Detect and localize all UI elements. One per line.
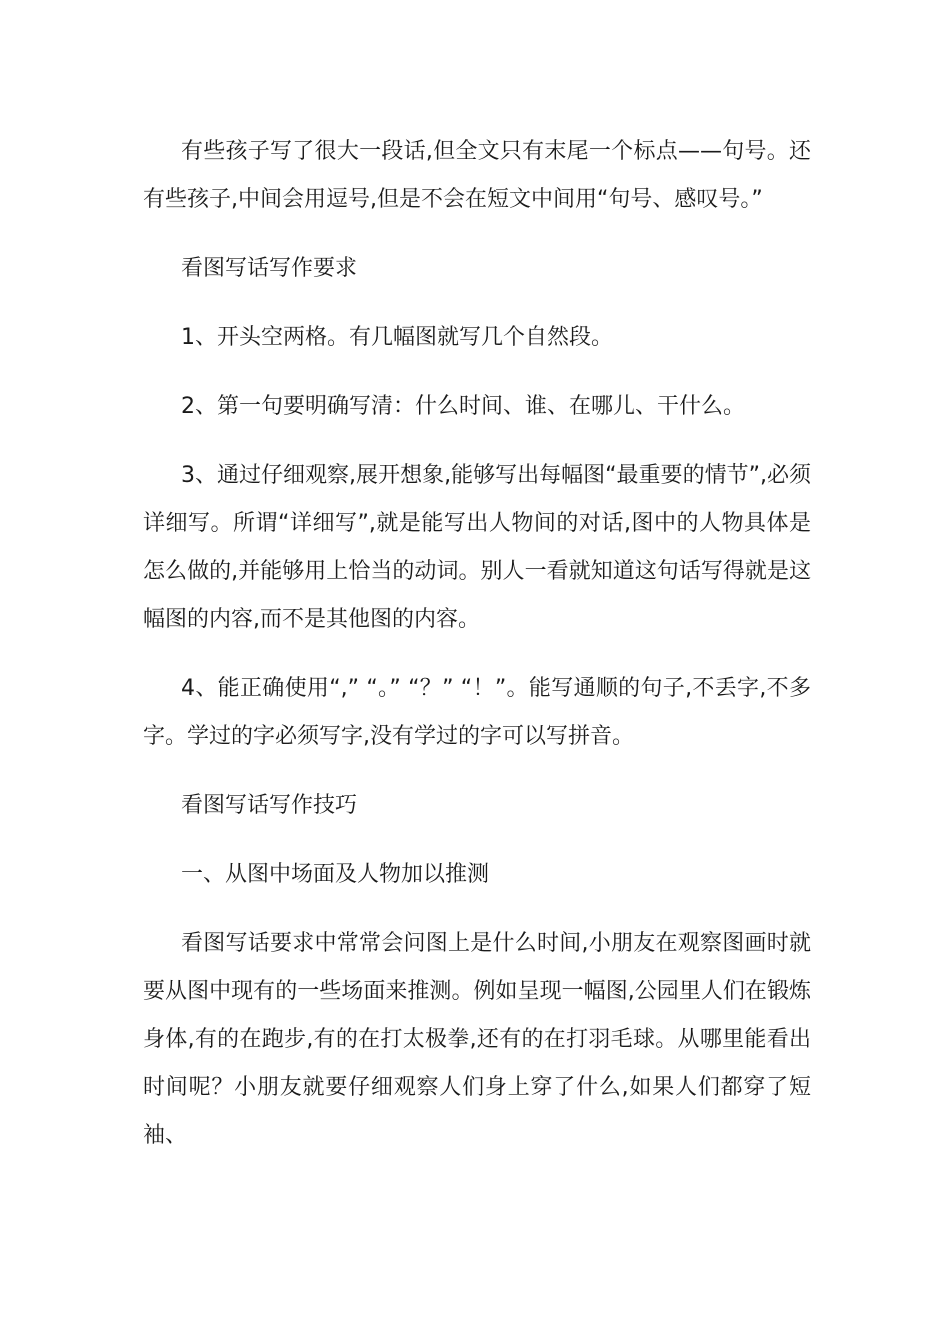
tip-1-heading: 一、从图中场面及人物加以推测	[181, 862, 490, 887]
requirement-1: 1、开头空两格。有几幅图就写几个自然段。	[181, 325, 613, 350]
requirement-2: 2、第一句要明确写清：什么时间、谁、在哪儿、干什么。	[181, 394, 745, 419]
requirement-4: 4、能正确使用“,” “。” “？” “！”。能写通顺的句子,不丢字,不多字。学过的字必须写字,没有学过的字可以写拼音。	[143, 676, 811, 749]
document-body	[143, 128, 811, 1181]
paragraph-punctuation-issue: 有些孩子写了很大一段话,但全文只有末尾一个标点——句号。还有些孩子,中间会用逗号,但是不会在短文中间用“句号、感叹号。”	[143, 139, 811, 212]
requirement-3: 3、通过仔细观察,展开想象,能够写出每幅图“最重要的情节”,必须详细写。所谓“详细写”,就是能写出人物间的对话,图中的人物具体是怎么做的,并能够用上恰当的动词。别人一看就知道这句话写得就是这幅图的内容,而不是其他图的内容。	[143, 463, 811, 632]
tip-1-body: 看图写话要求中常常会问图上是什么时间,小朋友在观察图画时就要从图中现有的一些场面来推测。例如呈现一幅图,公园里人们在锻炼身体,有的在跑步,有的在打太极拳,还有的在打羽毛球。从哪里能看出时间呢？小朋友就要仔细观察人们身上穿了什么,如果人们都穿了短袖、	[143, 931, 811, 1148]
heading-writing-tips: 看图写话写作技巧	[181, 793, 358, 818]
heading-writing-requirements: 看图写话写作要求	[181, 256, 358, 281]
